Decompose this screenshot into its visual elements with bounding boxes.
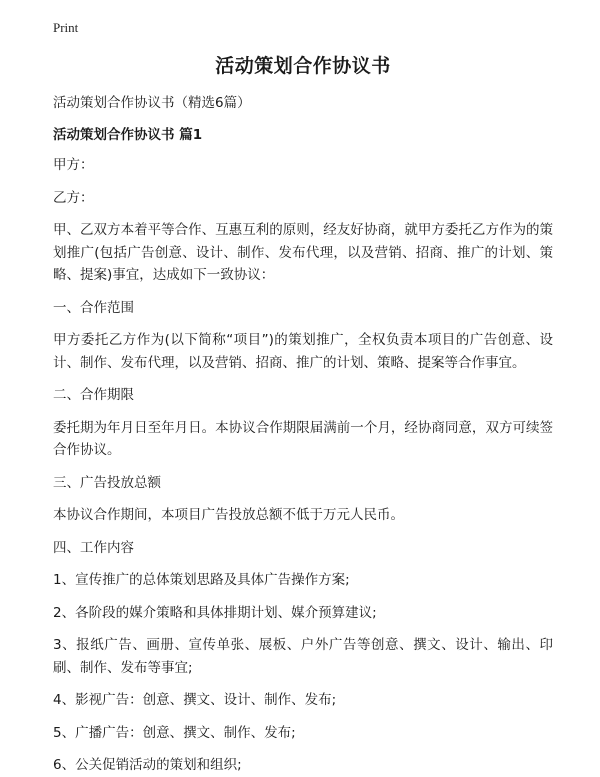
document-title: 活动策划合作协议书 xyxy=(215,55,391,77)
section-heading: 活动策划合作协议书 篇1 xyxy=(53,127,203,143)
print-link[interactable]: Print xyxy=(53,20,79,35)
work-item: 6、公关促销活动的策划和组织; xyxy=(53,757,242,773)
clause-heading-work: 四、工作内容 xyxy=(53,539,134,556)
scope-paragraph: 甲方委托乙方作为(以下简称“项目”)的策划推广，全权负责本项目的广告创意、设计、制作、发布代理，以及营销、招商、推广的计划、策略、提案等合作事宜。 xyxy=(53,332,553,371)
work-item: 5、广播广告：创意、撰文、制作、发布; xyxy=(53,724,296,741)
party-b-line: 乙方： xyxy=(53,189,94,206)
document-subtitle: 活动策划合作协议书（精选6篇） xyxy=(53,95,251,111)
clause-heading-budget: 三、广告投放总额 xyxy=(53,474,161,491)
work-item: 2、各阶段的媒介策略和具体排期计划、媒介预算建议; xyxy=(53,604,377,621)
budget-paragraph: 本协议合作期间，本项目广告投放总额不低于万元人民币。 xyxy=(53,507,404,523)
work-item: 3、报纸广告、画册、宣传单张、展板、户外广告等创意、撰文、设计、输出、印刷、制作、发布等事宜; xyxy=(53,637,553,676)
term-paragraph: 委托期为年月日至年月日。本协议合作期限届满前一个月，经协商同意，双方可续签合作协议。 xyxy=(53,419,553,458)
clause-heading-scope: 一、合作范围 xyxy=(53,299,134,316)
party-a-line: 甲方： xyxy=(53,157,94,173)
work-item: 1、宣传推广的总体策划思路及具体广告操作方案; xyxy=(53,572,350,588)
work-item: 4、影视广告：创意、撰文、设计、制作、发布; xyxy=(53,692,337,708)
preamble-paragraph: 甲、乙双方本着平等合作、互惠互利的原则，经友好协商，就甲方委托乙方作为的策划推广(包括广告创意、设计、制作、发布代理，以及营销、招商、推广的计划、策略、提案)事宜，达成如下一致协议： xyxy=(53,222,553,283)
clause-heading-term: 二、合作期限 xyxy=(53,387,134,403)
document-body xyxy=(53,50,553,777)
